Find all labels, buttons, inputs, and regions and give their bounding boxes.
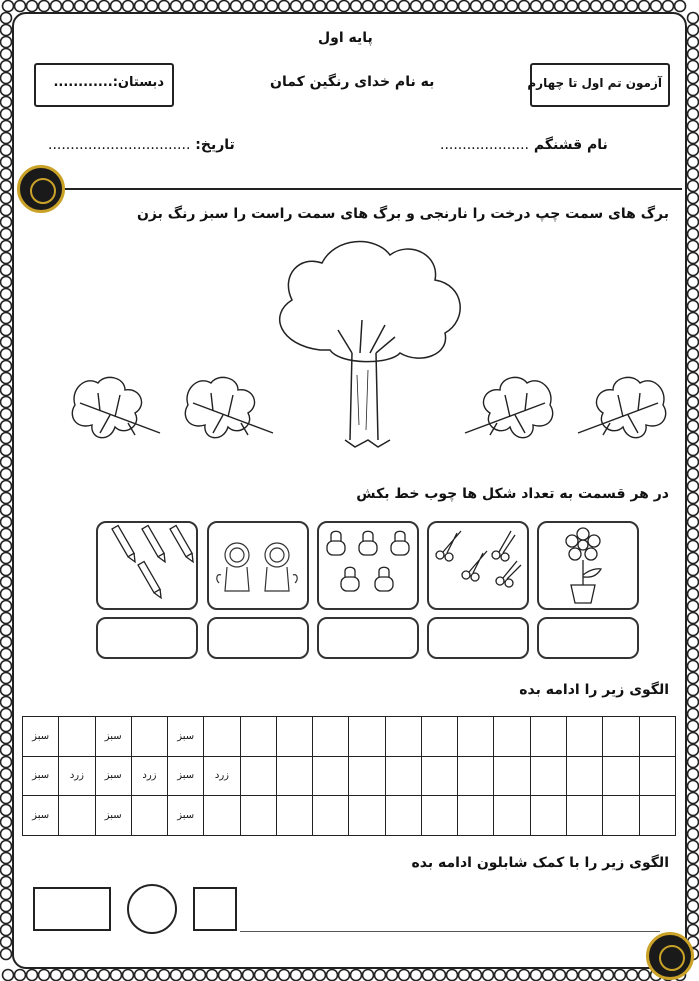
grid-cell[interactable] <box>639 796 675 836</box>
grid-cell: سبز <box>23 756 59 796</box>
answer-box-lions[interactable] <box>207 617 309 659</box>
header-divider <box>18 188 682 190</box>
name-field[interactable] <box>440 137 608 153</box>
name-label: نام قشنگم <box>533 137 608 153</box>
answer-box-flower[interactable] <box>537 617 639 659</box>
grid-cell: سبز <box>95 717 131 757</box>
grid-cell[interactable] <box>131 796 167 836</box>
grid-cell[interactable] <box>566 717 602 757</box>
grid-cell[interactable] <box>204 717 240 757</box>
rectangle-shape <box>33 887 111 931</box>
grid-cell[interactable] <box>59 796 95 836</box>
grid-cell: زرد <box>204 756 240 796</box>
date-field[interactable]: تاریخ: ................................ <box>48 137 235 153</box>
school-logo-badge <box>17 165 65 213</box>
lion-icon <box>209 523 307 608</box>
grid-cell[interactable] <box>385 756 421 796</box>
school-label: دبستان <box>117 75 164 90</box>
leaf-left-1-icon <box>72 377 160 437</box>
school-logo-badge-bottom <box>646 932 694 980</box>
pencil-icon <box>98 523 196 608</box>
grid-cell[interactable] <box>566 796 602 836</box>
answer-box-pencils[interactable] <box>96 617 198 659</box>
grid-cell: سبز <box>23 796 59 836</box>
grid-row <box>23 796 676 836</box>
flower-icon <box>539 523 637 608</box>
grid-cell[interactable] <box>276 796 312 836</box>
grid-cell[interactable] <box>385 717 421 757</box>
grid-cell[interactable] <box>603 796 639 836</box>
grid-cell[interactable] <box>421 717 457 757</box>
grid-cell[interactable] <box>494 796 530 836</box>
grid-cell[interactable] <box>204 796 240 836</box>
tree-icon <box>280 242 460 447</box>
grid-cell[interactable] <box>385 796 421 836</box>
basmala: به نام خدای رنگین کمان <box>270 74 435 90</box>
scissors-card <box>427 521 529 610</box>
q4-instruction: الگوی زیر را با کمک شابلون ادامه بده <box>411 855 669 871</box>
grid-cell[interactable] <box>458 796 494 836</box>
grid-cell[interactable] <box>530 717 566 757</box>
leaf-left-2-icon <box>185 377 273 437</box>
grid-cell[interactable] <box>494 717 530 757</box>
lions-card <box>207 521 309 610</box>
exam-title-box <box>527 63 670 107</box>
school-blank: ............ <box>53 75 113 90</box>
grid-cell[interactable] <box>603 756 639 796</box>
lock-icon <box>319 523 417 608</box>
answer-box-scissors[interactable] <box>427 617 529 659</box>
grid-cell[interactable] <box>349 796 385 836</box>
grid-cell[interactable] <box>313 796 349 836</box>
locks-card <box>317 521 419 610</box>
grid-cell: سبز <box>23 717 59 757</box>
grid-cell: سبز <box>168 796 204 836</box>
grid-cell[interactable] <box>530 756 566 796</box>
grade-label: پایه اول <box>318 30 373 46</box>
q2-instruction: در هر قسمت به تعداد شکل ها چوب خط بکش <box>356 486 669 502</box>
grid-cell: سبز <box>168 756 204 796</box>
continue-line[interactable] <box>240 931 660 932</box>
grid-cell[interactable] <box>131 717 167 757</box>
grid-cell[interactable] <box>313 756 349 796</box>
grid-cell[interactable] <box>639 717 675 757</box>
school-box <box>34 63 174 107</box>
grid-cell: زرد <box>59 756 95 796</box>
exam-title: آزمون تم اول تا چهارم <box>527 76 662 90</box>
square-shape <box>193 887 237 931</box>
school-field[interactable]: دبستان:............ <box>53 75 164 90</box>
grid-cell[interactable] <box>421 796 457 836</box>
grid-row <box>23 756 676 796</box>
scissors-icon <box>429 523 527 608</box>
pencils-card <box>96 521 198 610</box>
grid-cell[interactable] <box>349 756 385 796</box>
grid-cell[interactable] <box>421 756 457 796</box>
grid-cell[interactable] <box>530 796 566 836</box>
date-blank: ................................ <box>48 137 191 153</box>
leaf-right-2-icon <box>578 377 666 437</box>
grid-cell[interactable] <box>313 717 349 757</box>
grid-cell[interactable] <box>276 717 312 757</box>
leaf-right-1-icon <box>465 377 553 437</box>
name-blank: .................... <box>440 137 530 153</box>
pattern-grid <box>22 716 676 836</box>
grid-cell[interactable] <box>458 756 494 796</box>
circle-shape <box>127 884 177 934</box>
grid-row <box>23 717 676 757</box>
q3-instruction: الگوی زیر را ادامه بده <box>519 682 669 698</box>
grid-cell: زرد <box>131 756 167 796</box>
grid-cell: سبز <box>95 796 131 836</box>
grid-cell[interactable] <box>494 756 530 796</box>
grid-cell[interactable] <box>240 796 276 836</box>
date-label: تاریخ <box>200 137 235 153</box>
grid-cell: سبز <box>168 717 204 757</box>
grid-cell[interactable] <box>349 717 385 757</box>
tree-illustration <box>0 225 699 455</box>
grid-cell[interactable] <box>458 717 494 757</box>
answer-box-locks[interactable] <box>317 617 419 659</box>
grid-cell[interactable] <box>59 717 95 757</box>
grid-cell[interactable] <box>240 756 276 796</box>
grid-cell[interactable] <box>639 756 675 796</box>
grid-cell[interactable] <box>566 756 602 796</box>
grid-cell[interactable] <box>276 756 312 796</box>
flower-card <box>537 521 639 610</box>
q1-instruction: برگ های سمت چپ درخت را نارنجی و برگ های سمت راست را سبز رنگ بزن <box>136 206 669 222</box>
grid-cell[interactable] <box>240 717 276 757</box>
grid-cell[interactable] <box>603 717 639 757</box>
grid-cell: سبز <box>95 756 131 796</box>
